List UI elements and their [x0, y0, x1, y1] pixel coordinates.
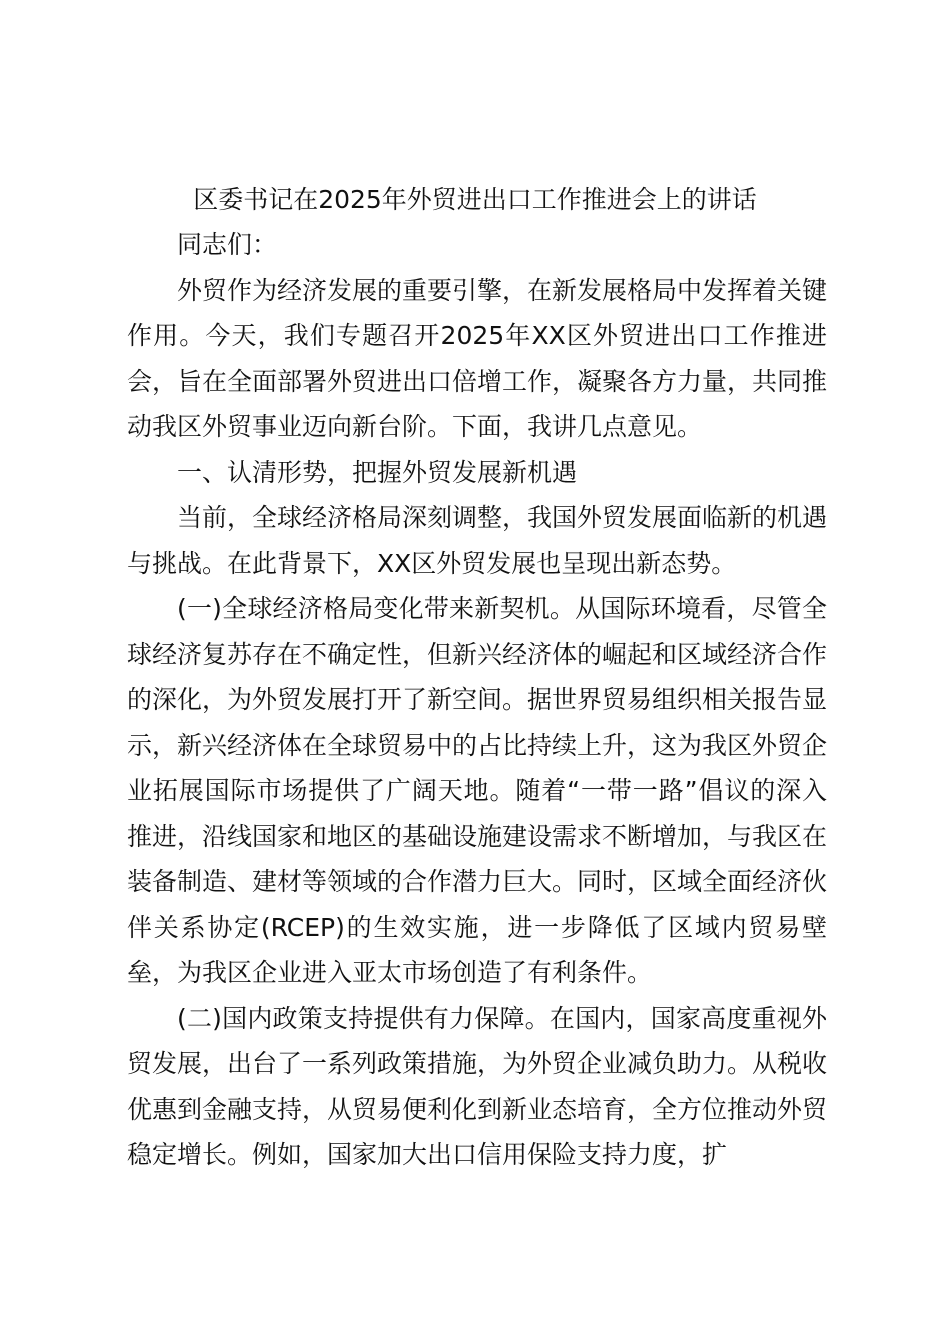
document-body [127, 222, 827, 1178]
paragraph-point-2: (二)国内政策支持提供有力保障。在国内，国家高度重视外贸发展，出台了一系列政策措施，为外贸企业减负助力。从税收优惠到金融支持，从贸易便利化到新业态培育，全方位推动外贸稳定增长。例如，国家加大出口信用保险支持力度，扩 [127, 1003, 828, 1169]
paragraph-intro: 外贸作为经济发展的重要引擎，在新发展格局中发挥着关键作用。今天，我们专题召开2025年XX区外贸进出口工作推进会，旨在全面部署外贸进出口倍增工作，凝聚各方力量，共同推动我区外贸事业迈向新台阶。下面，我讲几点意见。 [127, 275, 828, 441]
salutation: 同志们： [177, 230, 278, 259]
paragraph-situation: 当前，全球经济格局深刻调整，我国外贸发展面临新的机遇与挑战。在此背景下，XX区外贸发展也呈现出新态势。 [127, 503, 828, 578]
section-heading-1: 一、认清形势，把握外贸发展新机遇 [177, 457, 578, 487]
paragraph-point-1: (一)全球经济格局变化带来新契机。从国际环境看，尽管全球经济复苏存在不确定性，但新兴经济体的崛起和区域经济合作的深化，为外贸发展打开了新空间。据世界贸易组织相关报告显示，新兴经济体在全球贸易中的占比持续上升，这为我区外贸企业拓展国际市场提供了广阔天地。随着“一带一路”倡议的深入推进，沿线国家和地区的基础设施建设需求不断增加，与我区在装备制造、建材等领域的合作潜力巨大。同时，区域全面经济伙伴关系协定(RCEP)的生效实施，进一步降低了区域内贸易壁垒，为我区企业进入亚太市场创造了有利条件。 [127, 594, 828, 987]
document-title: 区委书记在2025年外贸进出口工作推进会上的讲话 [193, 185, 757, 214]
